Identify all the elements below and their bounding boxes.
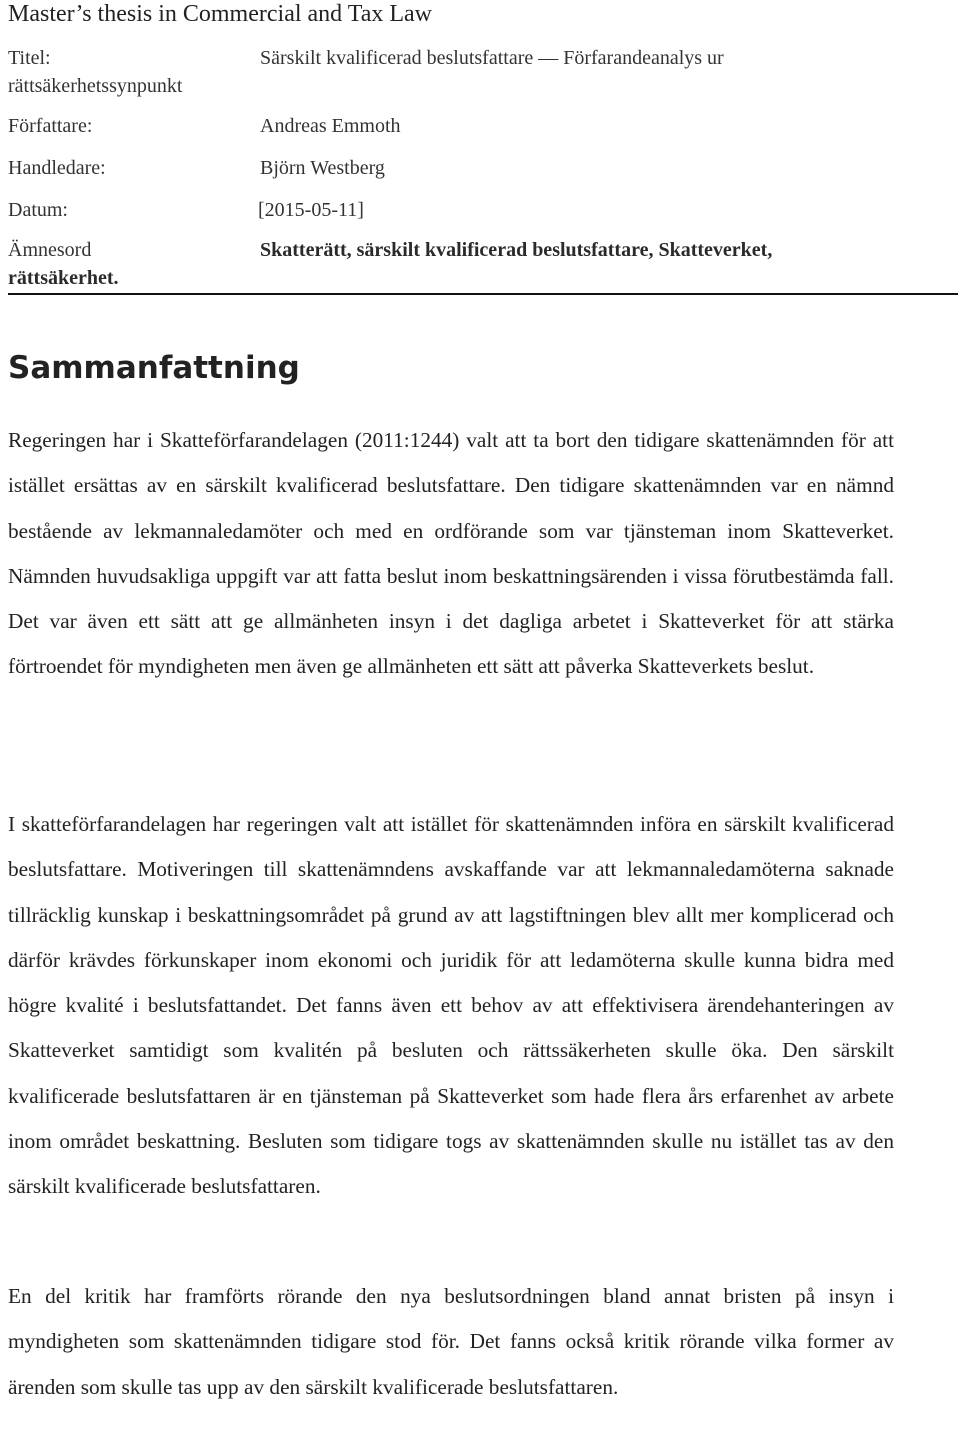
meta-author-row [8, 112, 956, 140]
summary-heading: Sammanfattning [8, 350, 300, 386]
title-label: Titel: [8, 47, 51, 69]
document-header-title: Master’s thesis in Commercial and Tax Law [8, 1, 433, 27]
keywords-value-continuation: rättsäkerhet. [8, 267, 119, 289]
summary-paragraph-2: I skatteförfarandelagen har regeringen valt att istället för skattenämnden införa en särskilt kvalificerad beslutsfattare. Motiveringen till skattenämndens avskaffande var att lekmannaledamöterna saknade tillräcklig kunskap i beskattningsområdet på grund av att lagstiftningen blev allt mer komplicerad och därför krävdes förkunskaper inom ekonomi och juridik för att ledamöterna skulle kunna bidra med högre kvalité i beslutsfattandet. Det fanns även ett behov av att effektivisera ärendehanteringen av Skatteverket samtidigt som kvalitén på besluten och rättssäkerheten skulle öka. Den särskilt kvalificerade beslutsfattaren är en tjänsteman på Skatteverket som hade flera års erfarenhet av arbete inom området beskattning. Besluten som tidigare togs av skattenämnden skulle nu istället tas av den särskilt kvalificerade beslutsfattaren. [8, 812, 894, 1199]
date-label: Datum: [8, 199, 68, 221]
meta-supervisor-row [8, 154, 956, 182]
meta-title-row [8, 44, 956, 104]
supervisor-label: Handledare: [8, 157, 106, 179]
date-value: [2015-05-11] [258, 199, 364, 221]
supervisor-value: Björn Westberg [260, 157, 385, 179]
author-value: Andreas Emmoth [260, 115, 401, 137]
keywords-label: Ämnesord [8, 239, 92, 261]
meta-keywords-row [8, 236, 956, 294]
summary-paragraph-1: Regeringen har i Skatteförfarandelagen (2011:1244) valt att ta bort den tidigare skattenämnden för att istället ersättas av en särskilt kvalificerad beslutsfattare. Den tidigare skattenämnden var en nämnd bestående av lekmannaledamöter och med en ordförande som var tjänsteman inom Skatteverket. Nämnden huvudsakliga uppgift var att fatta beslut inom beskattningsärenden i vissa förutbestämda fall. Det var även ett sätt att ge allmänheten insyn i det dagliga arbetet i Skatteverket för att stärka förtroendet för myndigheten men även ge allmänheten ett sätt att påverka Skatteverkets beslut. [8, 428, 894, 679]
header-divider [8, 293, 958, 295]
keywords-value: Skatterätt, särskilt kvalificerad beslutsfattare, Skatteverket, [260, 239, 773, 261]
summary-paragraph-3: En del kritik har framförts rörande den nya beslutsordningen bland annat bristen på insyn i myndigheten som skattenämnden tidigare stod för. Det fanns också kritik rörande vilka former av ärenden som skulle tas upp av den särskilt kvalificerade beslutsfattaren. [8, 1284, 894, 1399]
meta-date-row [8, 196, 956, 224]
title-value: Särskilt kvalificerad beslutsfattare — Förfarandeanalys ur [260, 47, 724, 69]
title-value-continuation: rättsäkerhetssynpunkt [8, 75, 183, 97]
author-label: Författare: [8, 115, 93, 137]
